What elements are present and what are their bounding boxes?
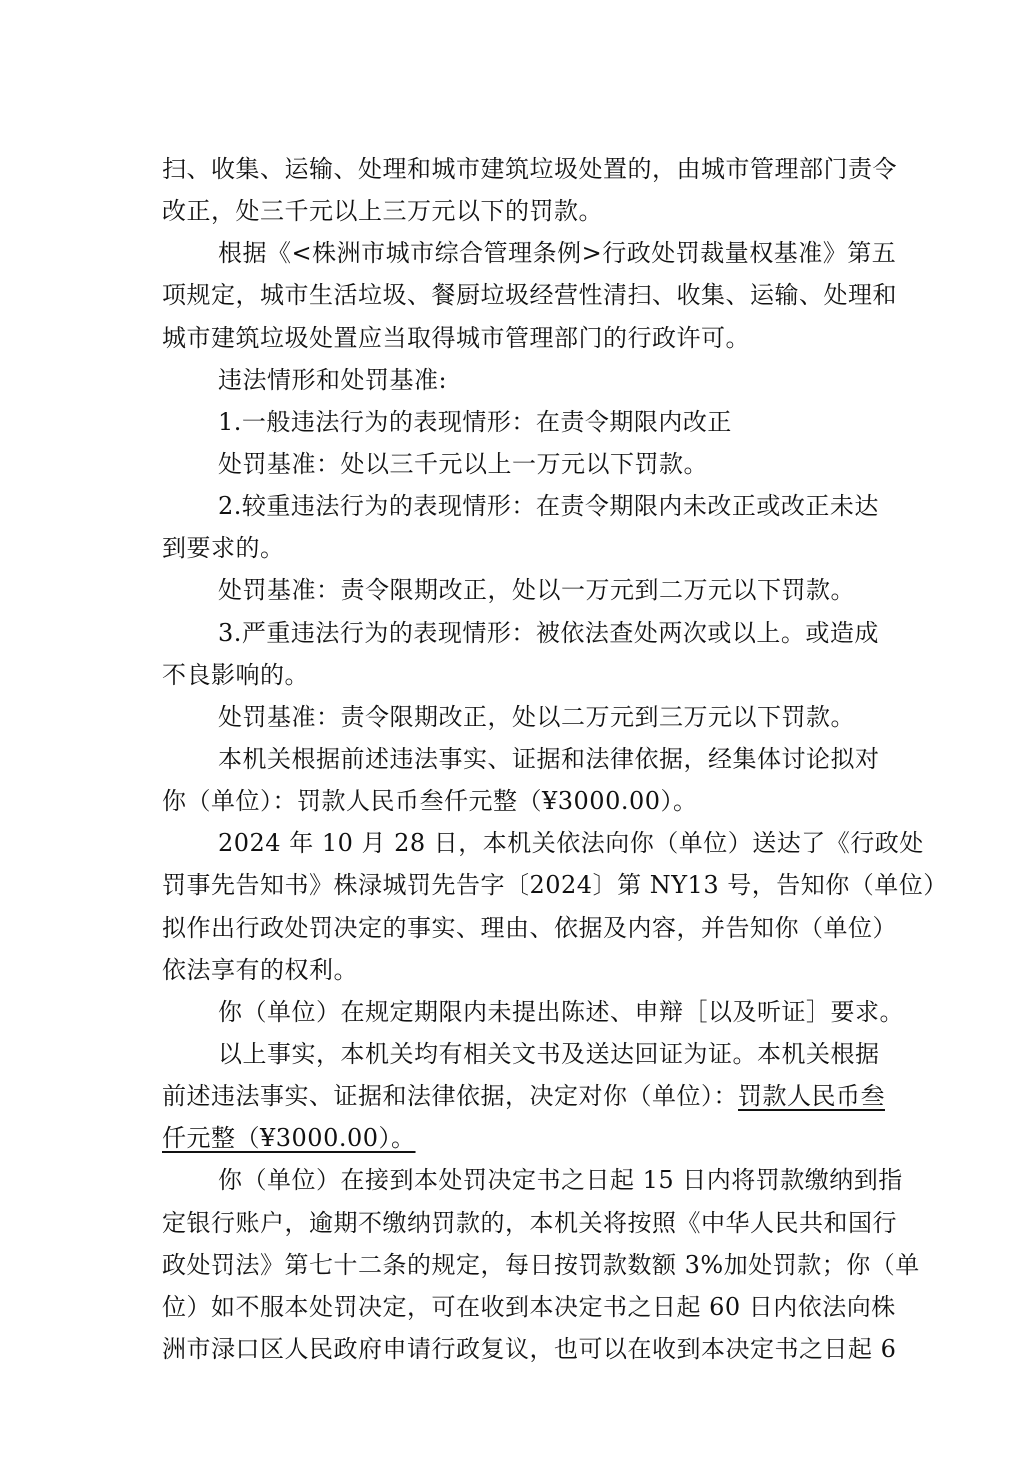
line-text: 位）如不服本处罚决定，可在收到本决定书之日起 60 日内依法向株	[162, 1292, 896, 1321]
underlined-penalty-text: 仟元整（¥3000.00）。	[162, 1124, 416, 1153]
document-line	[162, 485, 879, 527]
document-line	[162, 612, 879, 654]
line-text: 处罚基准：处以三千元以上一万元以下罚款。	[218, 449, 708, 478]
line-text: 你（单位）在接到本处罚决定书之日起 15 日内将罚款缴纳到指	[218, 1166, 903, 1195]
document-line	[162, 1075, 885, 1117]
document-line	[162, 991, 904, 1033]
document-line	[162, 1033, 880, 1075]
line-text: 你（单位）：罚款人民币叁仟元整（¥3000.00）。	[162, 787, 698, 816]
line-text: 到要求的。	[162, 534, 285, 563]
line-text: 你（单位）在规定期限内未提出陈述、申辩［以及听证］要求。	[218, 997, 904, 1026]
line-text: 不良影响的。	[162, 660, 309, 689]
line-text: 罚事先告知书》株渌城罚先告字〔2024〕第 NY13 号，告知你（单位）	[162, 871, 948, 900]
document-line	[162, 190, 874, 232]
document-line	[162, 317, 874, 359]
document-line	[162, 274, 897, 316]
line-text: 拟作出行政处罚决定的事实、理由、依据及内容，并告知你（单位）	[162, 913, 897, 942]
document-line	[162, 527, 874, 569]
document-line	[162, 696, 874, 738]
line-text: 政处罚法》第七十二条的规定，每日按罚款数额 3%加处罚款；你（单	[162, 1250, 920, 1279]
line-text: 前述违法事实、证据和法律依据，决定对你（单位）：	[162, 1082, 738, 1111]
document-line	[162, 1244, 920, 1286]
line-text: 处罚基准：责令限期改正，处以二万元到三万元以下罚款。	[218, 702, 855, 731]
document-line	[162, 1286, 896, 1328]
document-line	[162, 232, 897, 274]
line-text: 处罚基准：责令限期改正，处以一万元到二万元以下罚款。	[218, 576, 855, 605]
line-text: 1.一般违法行为的表现情形：在责令期限内改正	[218, 407, 732, 436]
document-line	[162, 738, 880, 780]
line-text: 以上事实，本机关均有相关文书及送达回证为证。本机关根据	[218, 1039, 880, 1068]
line-text: 2.较重违法行为的表现情形：在责令期限内未改正或改正未达	[218, 492, 879, 521]
document-line	[162, 1159, 903, 1201]
document-body-text	[162, 148, 948, 1370]
line-text: 3.严重违法行为的表现情形：被依法查处两次或以上。或造成	[218, 618, 879, 647]
line-text: 改正，处三千元以上三万元以下的罚款。	[162, 197, 603, 226]
document-line	[162, 569, 874, 611]
document-line	[162, 1202, 897, 1244]
line-text: 依法享有的权利。	[162, 955, 358, 984]
document-line	[162, 822, 924, 864]
document-line	[162, 1117, 874, 1159]
line-text: 扫、收集、运输、处理和城市建筑垃圾处置的，由城市管理部门责令	[162, 155, 897, 183]
line-text: 定银行账户，逾期不缴纳罚款的，本机关将按照《中华人民共和国行	[162, 1208, 897, 1237]
line-text: 本机关根据前述违法事实、证据和法律依据，经集体讨论拟对	[218, 744, 880, 773]
line-text: 城市建筑垃圾处置应当取得城市管理部门的行政许可。	[162, 323, 750, 352]
document-line	[162, 907, 897, 949]
document-line	[162, 148, 897, 190]
document-line	[162, 359, 874, 401]
document-line	[162, 780, 874, 822]
line-text: 2024 年 10 月 28 日，本机关依法向你（单位）送达了《行政处	[218, 829, 924, 858]
underlined-penalty-text: 罚款人民币叁	[738, 1082, 885, 1111]
document-line	[162, 443, 874, 485]
document-line	[162, 654, 874, 696]
line-text: 洲市渌口区人民政府申请行政复议，也可以在收到本决定书之日起 6	[162, 1334, 897, 1363]
document-line	[162, 864, 948, 906]
document-line	[162, 1328, 897, 1370]
line-text: 违法情形和处罚基准:	[218, 365, 448, 394]
line-text: 根据《<株洲市城市综合管理条例>行政处罚裁量权基准》第五	[218, 239, 897, 268]
document-line	[162, 949, 874, 991]
document-line	[162, 401, 874, 443]
line-text: 项规定，城市生活垃圾、餐厨垃圾经营性清扫、收集、运输、处理和	[162, 281, 897, 310]
